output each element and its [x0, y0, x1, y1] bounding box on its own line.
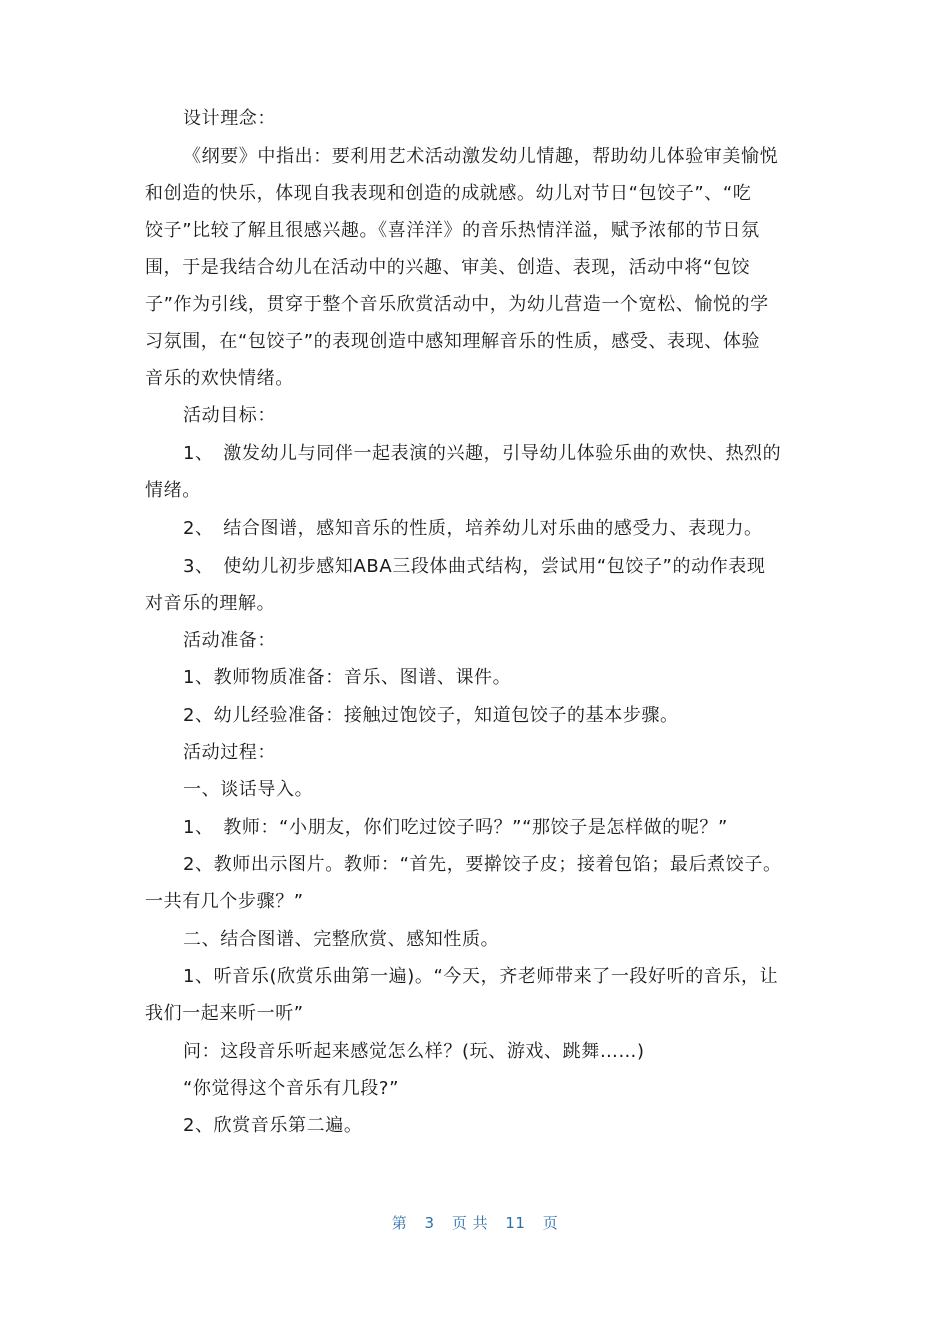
goal-item-2: 2、 结合图谱，感知音乐的性质，培养幼儿对乐曲的感受力、表现力。	[183, 518, 763, 539]
paragraph-line: 习氛围，在“包饺子”的表现创造中感知理解音乐的性质，感受、表现、体验	[145, 331, 761, 352]
page-footer	[0, 1212, 950, 1233]
footer-current-page: 3	[424, 1214, 435, 1232]
process-question: 问：这段音乐听起来感觉怎么样？(玩、游戏、跳舞……)	[183, 1041, 645, 1062]
paragraph-line: 子”作为引线，贯穿于整个音乐欣赏活动中，为幼儿营造一个宽松、愉悦的学	[145, 294, 769, 315]
process-step-cont: 一共有几个步骤？”	[145, 891, 304, 912]
paragraph-line: 围，于是我结合幼儿在活动中的兴趣、审美、创造、表现，活动中将“包饺	[145, 257, 751, 278]
heading-activity-prep: 活动准备：	[183, 630, 276, 651]
paragraph-line: 音乐的欢快情绪。	[145, 368, 294, 389]
footer-prefix: 第	[391, 1214, 408, 1232]
goal-item-3-cont: 对音乐的理解。	[145, 593, 276, 614]
heading-activity-process: 活动过程：	[183, 742, 276, 763]
paragraph-line: 饺子”比较了解且很感兴趣。《喜洋洋》的音乐热情洋溢，赋予浓郁的节日氛	[145, 220, 760, 241]
goal-item-1: 1、 激发幼儿与同伴一起表演的兴趣，引导幼儿体验乐曲的欢快、热烈的	[183, 443, 782, 464]
process-section-2: 二、结合图谱、完整欣赏、感知性质。	[183, 929, 500, 950]
footer-suffix: 页	[542, 1214, 559, 1232]
prep-item-2: 2、幼儿经验准备：接触过饱饺子，知道包饺子的基本步骤。	[183, 705, 679, 726]
paragraph-line: 和创造的快乐，体现自我表现和创造的成就感。幼儿对节日“包饺子”、“吃	[145, 183, 752, 204]
process-step: 1、 教师：“小朋友，你们吃过饺子吗？”“那饺子是怎样做的呢？”	[183, 817, 728, 838]
process-question: “你觉得这个音乐有几段?”	[183, 1078, 400, 1099]
goal-item-3: 3、 使幼儿初步感知ABA三段体曲式结构，尝试用“包饺子”的动作表现	[183, 556, 766, 577]
footer-total-pages: 11	[505, 1214, 526, 1232]
process-step: 1、听音乐(欣赏乐曲第一遍)。“今天，齐老师带来了一段好听的音乐，让	[183, 966, 779, 987]
process-step-cont: 我们一起来听一听”	[145, 1003, 304, 1024]
heading-activity-goals: 活动目标：	[183, 405, 276, 426]
footer-middle: 页 共	[451, 1214, 489, 1232]
process-step: 2、欣赏音乐第二遍。	[183, 1115, 363, 1136]
goal-item-1-cont: 情绪。	[145, 480, 201, 501]
paragraph-line: 《纲要》中指出：要利用艺术活动激发幼儿情趣，帮助幼儿体验审美愉悦	[183, 146, 779, 167]
prep-item-1: 1、教师物质准备：音乐、图谱、课件。	[183, 667, 512, 688]
heading-design-concept: 设计理念：	[183, 108, 276, 129]
process-section-1: 一、谈话导入。	[183, 779, 314, 800]
process-step: 2、教师出示图片。教师：“首先，要擀饺子皮；接着包馅；最后煮饺子。	[183, 854, 782, 875]
